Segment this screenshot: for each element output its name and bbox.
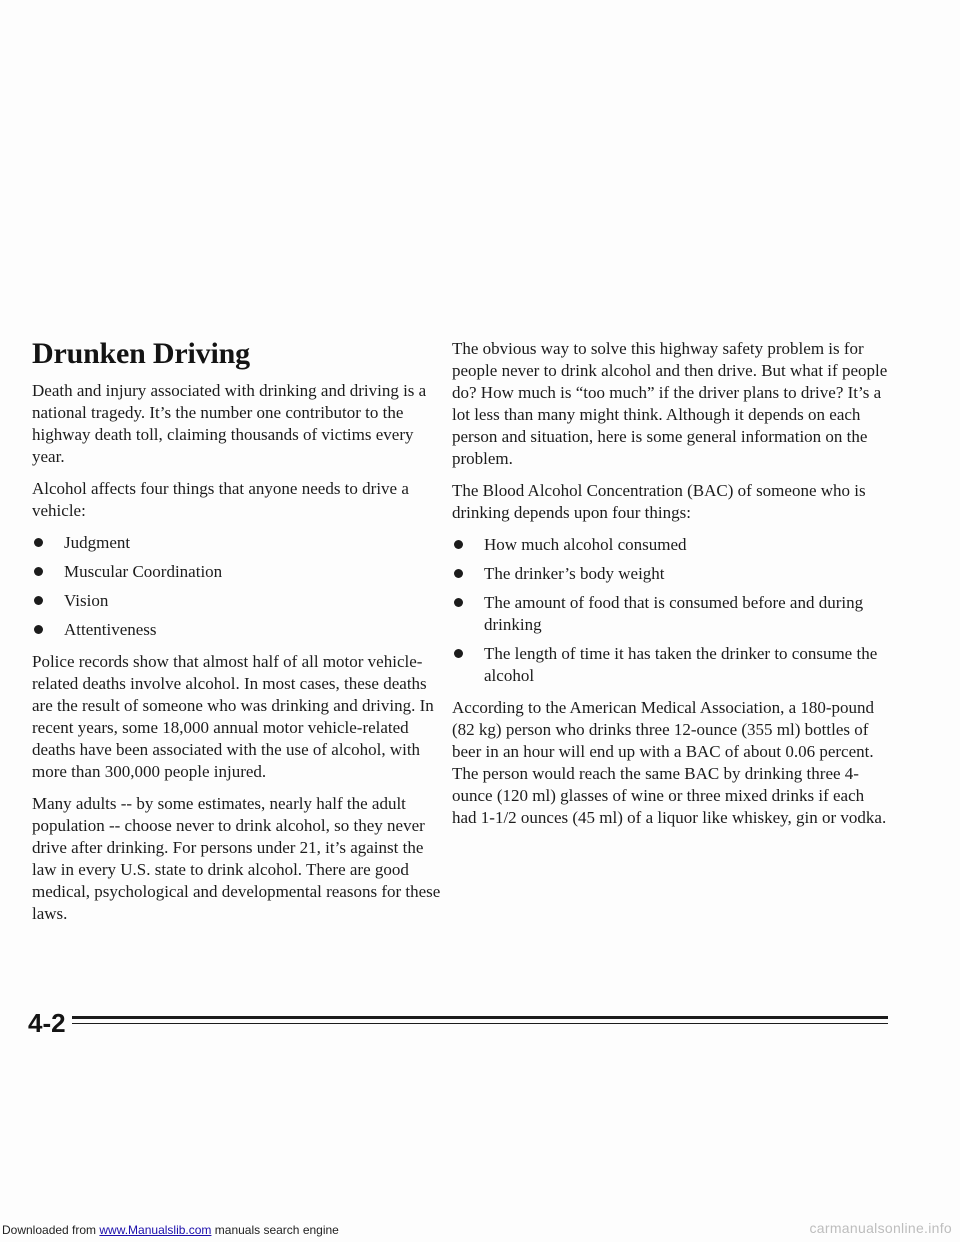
footer-prefix: Downloaded from [2, 1223, 100, 1237]
download-footer [0, 1222, 960, 1238]
footer-rule-thick [72, 1016, 888, 1019]
bullet-icon [34, 625, 43, 634]
paragraph: Police records show that almost half of all motor vehicle-related deaths involve alcohol. In most cases, these deaths are the result of someone who was drinking and driving. In recent years, some 18,000 annual motor vehicle-related deaths have been associated with the use of alcohol, with more than 300,000 people injured. [32, 652, 434, 781]
bullet-icon [34, 596, 43, 605]
bullet-icon [454, 649, 463, 658]
right-column [452, 338, 892, 839]
paragraph: Death and injury associated with drinking and driving is a national tragedy. It’s the number one contributor to the highway death toll, claiming thousands of victims every year. [32, 381, 427, 466]
list-item: The amount of food that is consumed before and during drinking [452, 592, 892, 636]
paragraph: Alcohol affects four things that anyone needs to drive a vehicle: [32, 479, 409, 520]
list-item: Judgment [32, 532, 450, 554]
manualslib-link[interactable]: www.Manualslib.com [99, 1223, 212, 1237]
list-item: Vision [32, 590, 450, 612]
bullet-icon [454, 540, 463, 549]
bullet-icon [34, 538, 43, 547]
list-item: How much alcohol consumed [452, 534, 892, 556]
list-item: The drinker’s body weight [452, 563, 892, 585]
bullet-icon [454, 569, 463, 578]
watermark-brand: carmanualsonline.info [809, 1220, 952, 1236]
list-item: Muscular Coordination [32, 561, 450, 583]
footer-suffix: manuals search engine [211, 1223, 339, 1237]
list-item: The length of time it has taken the drinker to consume the alcohol [452, 643, 892, 687]
paragraph: The Blood Alcohol Concentration (BAC) of someone who is drinking depends upon four things: [452, 481, 866, 522]
bullet-list [32, 532, 450, 641]
left-column [32, 336, 450, 935]
paragraph: The obvious way to solve this highway safety problem is for people never to drink alcohol and then drive. But what if people do? How much is “too much” if the driver plans to drive? It’s a lot less than many might think. Although it depends on each person and situation, here is some general information on the problem. [452, 339, 888, 468]
bullet-icon [34, 567, 43, 576]
footer-rule-thin [72, 1023, 888, 1024]
page-number: 4-2 [28, 1008, 66, 1038]
bullet-list [452, 534, 892, 687]
paragraph: Many adults -- by some estimates, nearly half the adult population -- choose never to drink alcohol, so they never drive after drinking. For persons under 21, it’s against the law in every U.S. state to drink alcohol. There are good medical, psychological and developmental reasons for these laws. [32, 794, 441, 923]
list-item: Attentiveness [32, 619, 450, 641]
section-title: Drunken Driving [32, 337, 250, 370]
paragraph: According to the American Medical Association, a 180-pound (82 kg) person who drinks three 12-ounce (355 ml) bottles of beer in an hour will end up with a BAC of about 0.06 percent. The person would reach the same BAC by drinking three 4-ounce (120 ml) glasses of wine or three mixed drinks if each had 1-1/2 ounces (45 ml) of a liquor like whiskey, gin or vodka. [452, 698, 887, 827]
bullet-icon [454, 598, 463, 607]
